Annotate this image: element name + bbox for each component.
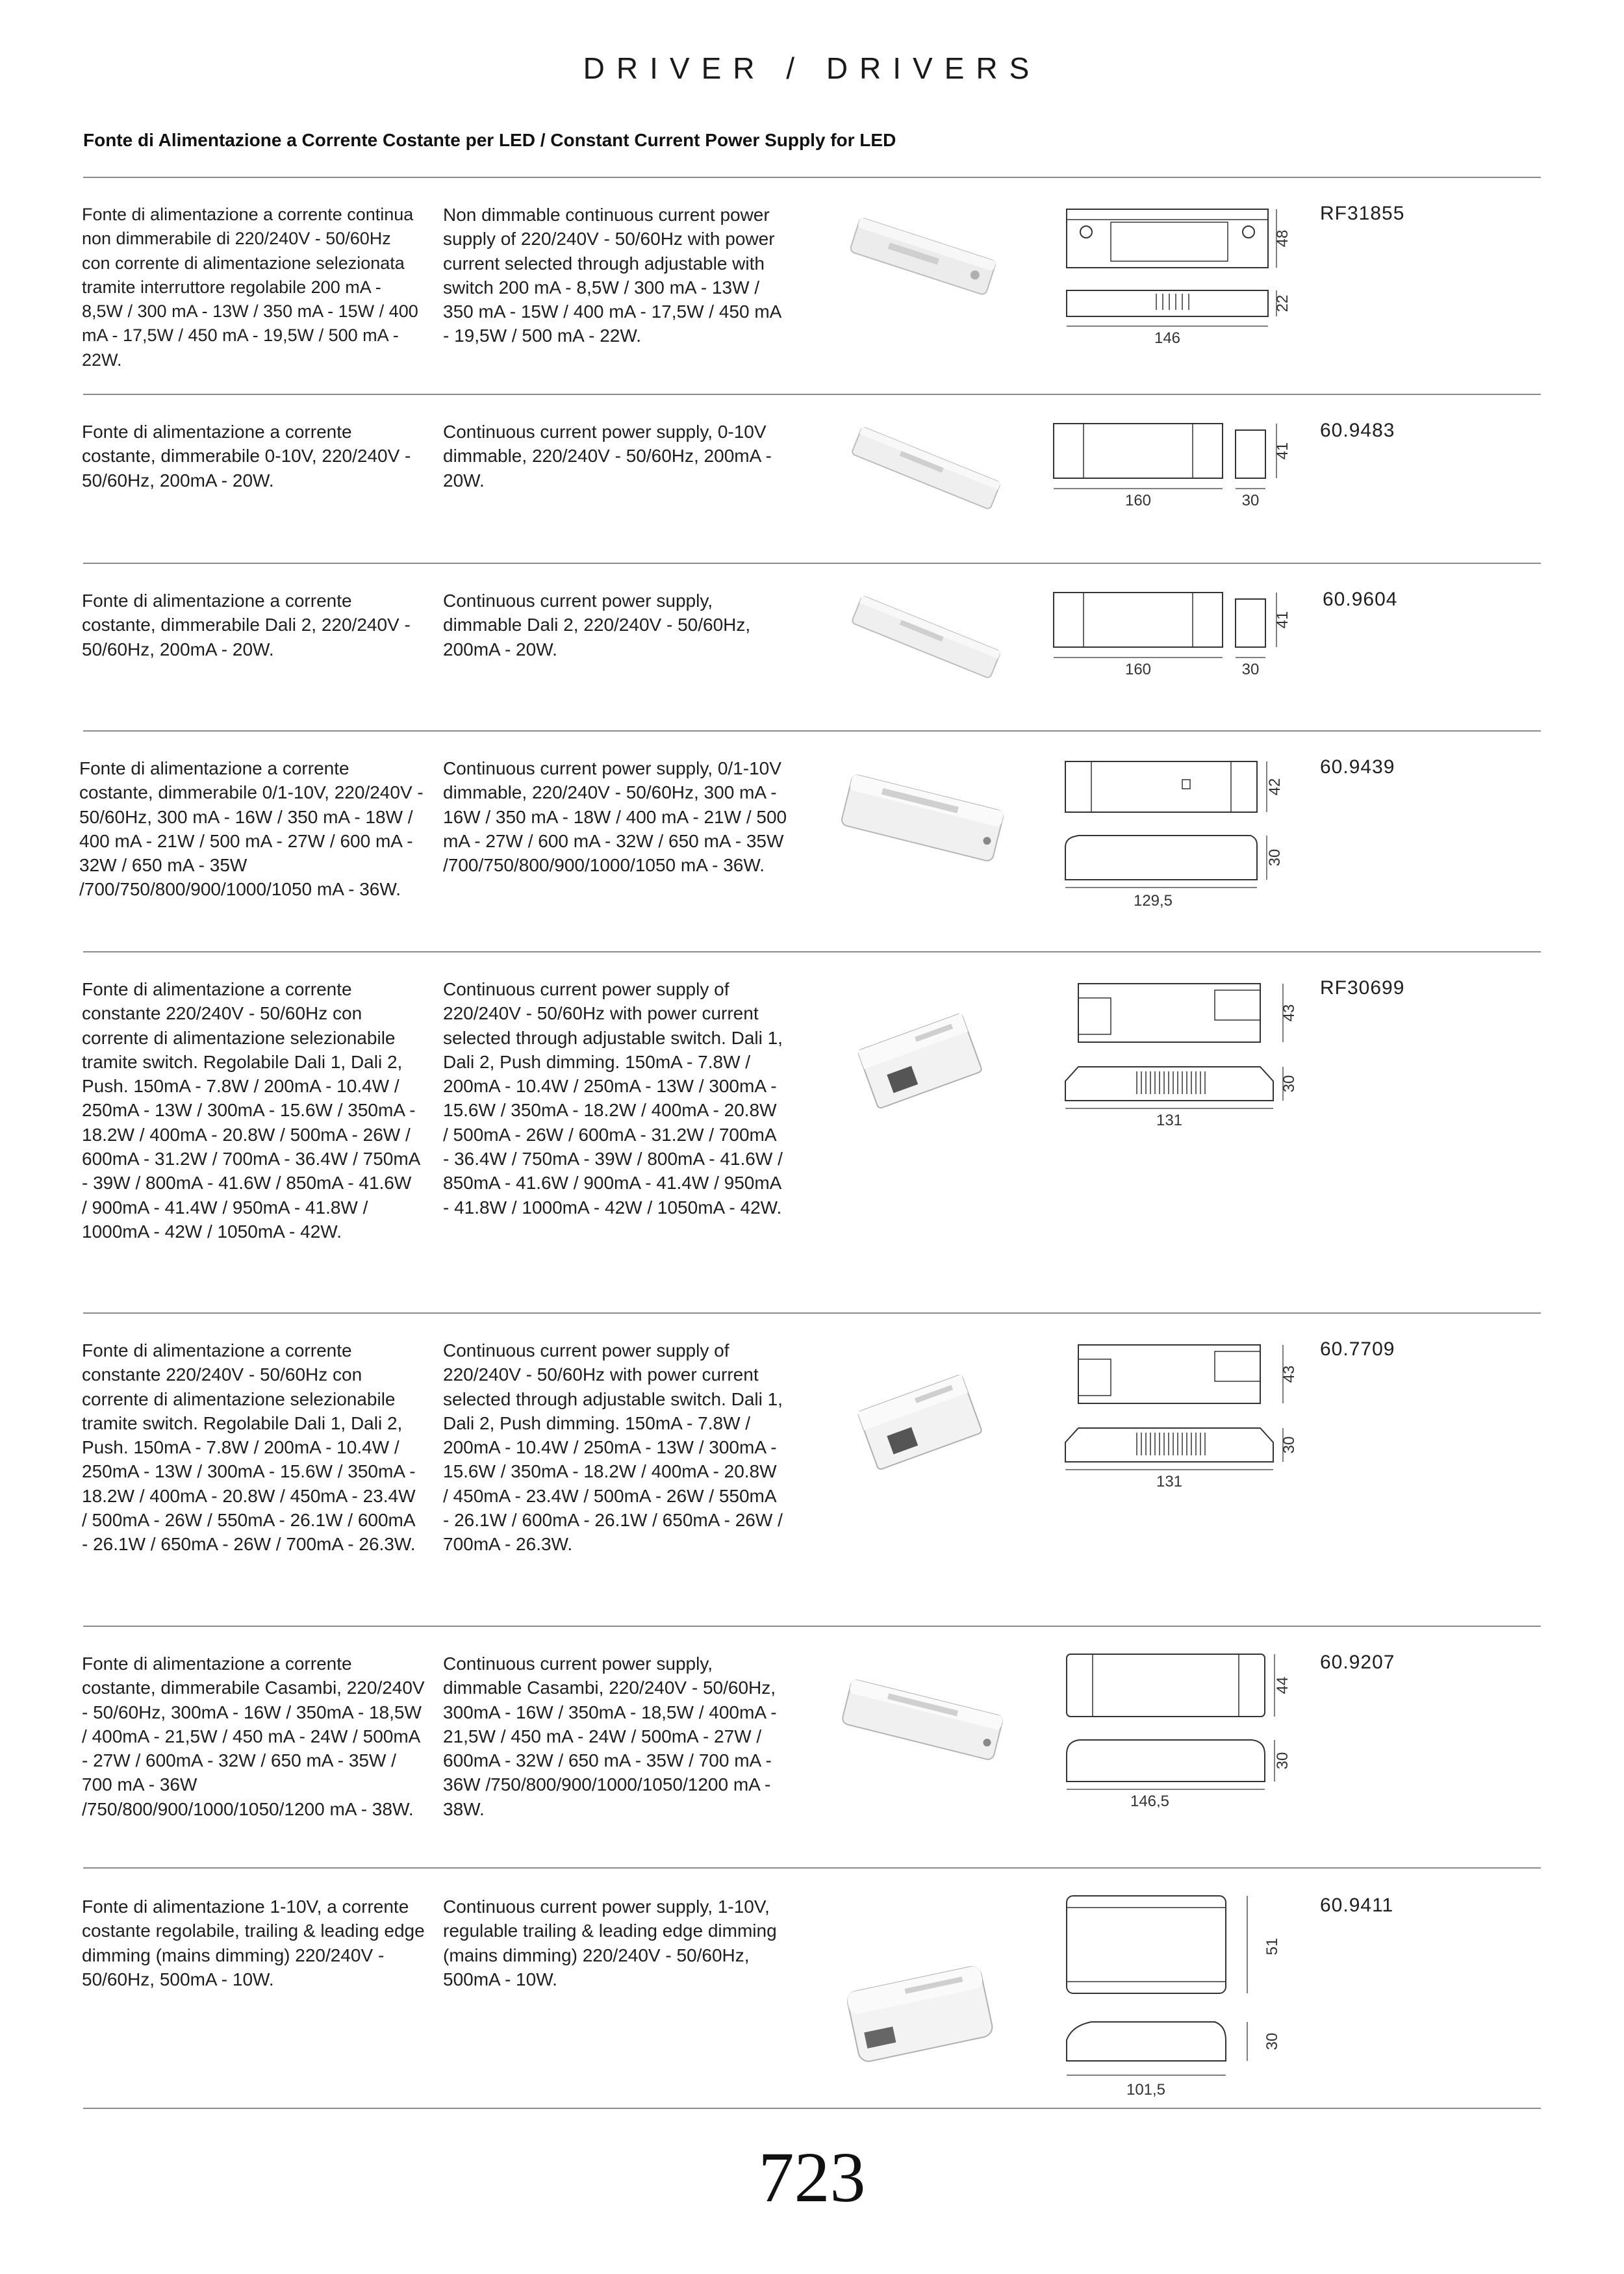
technical-drawing <box>1052 1332 1312 1488</box>
dimension-height-top: 48 <box>1274 229 1291 248</box>
driver-photo <box>825 1665 1020 1775</box>
dimension-height-top: 43 <box>1280 1365 1298 1383</box>
technical-drawing <box>1052 971 1312 1127</box>
dimension-height-side: 30 <box>1280 1075 1298 1093</box>
product-code: RF31855 <box>1320 203 1405 224</box>
product-code: 60.9207 <box>1320 1652 1395 1673</box>
description-en: Continuous current power supply, dimmable Dali 2, 220/240V - 50/60Hz, 200mA - 20W. <box>443 591 751 659</box>
section-subtitle: Fonte di Alimentazione a Corrente Costante per LED / Constant Current Power Supply for LED <box>83 130 896 150</box>
divider <box>83 177 1541 178</box>
divider <box>83 394 1541 395</box>
description-en: Continuous current power supply, dimmable Casambi, 220/240V - 50/60Hz, 300mA - 16W / 350mA - 18,5W / 400mA - 21,5W / 450 mA - 24W / 500mA - 27W / 600mA - 32W / 650 mA - 35W / 700 mA - 36W /750/800/900/1000/1050/1200 mA - 38W. <box>443 1654 777 1819</box>
description-en: Continuous current power supply of 220/240V - 50/60Hz with power current selected through adjustable switch. Dali 1, Dali 2, Push dimming. 150mA - 7.8W / 200mA - 10.4W / 250mA - 13W / 300mA - 15.6W / 350mA - 18.2W / 400mA - 20.8W / 500mA - 26W / 600mA - 31.2W / 700mA - 36.4W / 750mA - 39W / 800mA - 41.6W / 850mA - 41.6W / 900mA - 41.4W / 950mA - 41.8W / 1000mA - 42W / 1050mA - 42W. <box>443 979 783 1218</box>
driver-photo <box>825 997 1020 1120</box>
dimension-height-top: 42 <box>1266 778 1284 796</box>
dimension-length: 101,5 <box>1126 2081 1166 2099</box>
description-it: Fonte di alimentazione a corrente costante, dimmerabile 0-10V, 220/240V - 50/60Hz, 200mA - 20W. <box>82 422 411 491</box>
technical-drawing <box>1052 1887 1312 2114</box>
driver-photo <box>825 1945 1020 2075</box>
technical-drawing <box>1052 196 1312 346</box>
driver-photo <box>825 582 1020 693</box>
driver-photo <box>825 763 1020 873</box>
dimension-length: 160 <box>1124 661 1152 678</box>
dimension-height: 41 <box>1274 611 1291 629</box>
description-it: Fonte di alimentazione a corrente costante, dimmerabile Casambi, 220/240V - 50/60Hz, 300mA - 16W / 350mA - 18,5W / 400mA - 21,5W / 450 mA - 24W / 500mA - 27W / 600mA - 32W / 650 mA - 35W / 700 mA - 36W /750/800/900/1000/1050/1200 mA - 38W. <box>82 1654 425 1819</box>
divider <box>83 951 1541 952</box>
product-code: 60.9483 <box>1320 420 1395 441</box>
description-it: Fonte di alimentazione a corrente constante 220/240V - 50/60Hz con corrente di alimentazione selezionabile tramite switch. Regolabile Dali 1, Dali 2, Push. 150mA - 7.8W / 200mA - 10.4W / 250mA - 13W / 300mA - 15.6W / 350mA - 18.2W / 400mA - 20.8W / 500mA - 26W / 600mA - 31.2W / 700mA - 36.4W / 750mA - 39W / 800mA - 41.6W / 850mA - 41.6W / 900mA - 41.4W / 950mA - 41.8W / 1000mA - 42W / 1050mA - 42W. <box>82 979 420 1242</box>
dimension-height-side: 30 <box>1274 1752 1291 1770</box>
divider <box>83 1867 1541 1869</box>
dimension-height-side: 30 <box>1280 1436 1298 1454</box>
product-code: RF30699 <box>1320 977 1405 999</box>
description-en: Continuous current power supply of 220/240V - 50/60Hz with power current selected through adjustable switch. Dali 1, Dali 2, Push dimming. 150mA - 7.8W / 200mA - 10.4W / 250mA - 13W / 300mA - 15.6W / 350mA - 18.2W / 400mA - 20.8W / 450mA - 23.4W / 500mA - 26W / 550mA - 26.1W / 600mA - 26.1W / 650mA - 26W / 700mA - 26.3W. <box>443 1340 783 1555</box>
description-en: Continuous current power supply, 0-10V dimmable, 220/240V - 50/60Hz, 200mA - 20W. <box>443 422 772 491</box>
page-number: 723 <box>758 2138 866 2217</box>
dimension-height-top: 51 <box>1263 1937 1281 1956</box>
description-it: Fonte di alimentazione a corrente constante 220/240V - 50/60Hz con corrente di alimentazione selezionabile tramite switch. Regolabile Dali 1, Dali 2, Push. 150mA - 7.8W / 200mA - 10.4W / 250mA - 13W / 300mA - 15.6W / 350mA - 18.2W / 400mA - 20.8W / 450mA - 23.4W / 500mA - 26W / 550mA - 26.1W / 600mA - 26.1W / 650mA - 26W / 700mA - 26.3W. <box>82 1340 416 1555</box>
page-title: DRIVER / DRIVERS <box>583 51 1041 85</box>
driver-photo <box>825 1358 1020 1481</box>
divider <box>83 1626 1541 1627</box>
description-en: Non dimmable continuous current power supply of 220/240V - 50/60Hz with power current selected through adjustable with switch 200 mA - 8,5W / 300 mA - 13W / 350 mA - 15W / 400 mA - 17,5W / 450 mA - 19,5W / 500 mA - 22W. <box>443 205 781 346</box>
description-it: Fonte di alimentazione a corrente costante, dimmerabile 0/1-10V, 220/240V - 50/60Hz, 300 mA - 16W / 350 mA - 18W / 400 mA - 21W / 500 mA - 27W / 600 mA - 32W / 650 mA - 35W /700/750/800/900/1000/1050 mA - 36W. <box>79 758 424 900</box>
description-it: Fonte di alimentazione a corrente continua non dimmerabile di 220/240V - 50/60Hz con corrente di alimentazione selezionata tramite interruttore regolabile 200 mA - 8,5W / 300 mA - 13W / 350 mA - 15W / 400 mA - 17,5W / 450 mA - 19,5W / 500 mA - 22W. <box>82 205 418 370</box>
product-code: 60.9411 <box>1320 1895 1394 1916</box>
dimension-width: 30 <box>1241 661 1260 678</box>
dimension-length: 160 <box>1124 492 1152 509</box>
dimension-length: 131 <box>1156 1473 1183 1488</box>
dimension-height-side: 22 <box>1274 294 1291 313</box>
technical-drawing <box>1052 582 1312 680</box>
product-code: 60.9439 <box>1320 756 1395 778</box>
dimension-length: 131 <box>1156 1112 1183 1127</box>
dimension-height-top: 44 <box>1274 1676 1291 1694</box>
divider <box>83 563 1541 564</box>
technical-drawing <box>1052 413 1312 511</box>
dimension-length: 129,5 <box>1133 892 1173 910</box>
divider <box>83 730 1541 732</box>
description-en: Continuous current power supply, 0/1-10V dimmable, 220/240V - 50/60Hz, 300 mA - 16W / 350 mA - 18W / 400 mA - 21W / 500 mA - 27W / 600 mA - 32W / 650 mA - 35W /700/750/800/900/1000/1050 mA - 36W. <box>443 758 787 876</box>
product-code: 60.7709 <box>1320 1338 1395 1360</box>
dimension-height: 41 <box>1274 442 1291 460</box>
technical-drawing <box>1052 750 1312 919</box>
dimension-height-side: 30 <box>1266 849 1284 867</box>
technical-drawing <box>1052 1645 1312 1808</box>
driver-photo <box>825 413 1020 524</box>
divider <box>83 2108 1541 2109</box>
dimension-length: 146,5 <box>1130 1793 1170 1808</box>
product-code: 60.9604 <box>1323 589 1398 610</box>
description-en: Continuous current power supply, 1-10V, regulable trailing & leading edge dimming (mains dimming) 220/240V - 50/60Hz, 500mA - 10W. <box>443 1897 777 1989</box>
description-it: Fonte di alimentazione 1-10V, a corrente costante regolabile, trailing & leading edge dimming (mains dimming) 220/240V - 50/60Hz, 500mA - 10W. <box>82 1897 425 1989</box>
divider <box>83 1312 1541 1314</box>
dimension-width: 30 <box>1241 492 1260 509</box>
dimension-length: 146 <box>1154 329 1181 346</box>
driver-photo <box>825 203 1020 313</box>
dimension-height-side: 30 <box>1263 2032 1281 2050</box>
dimension-height-top: 43 <box>1280 1004 1298 1022</box>
description-it: Fonte di alimentazione a corrente costante, dimmerabile Dali 2, 220/240V - 50/60Hz, 200mA - 20W. <box>82 591 411 659</box>
